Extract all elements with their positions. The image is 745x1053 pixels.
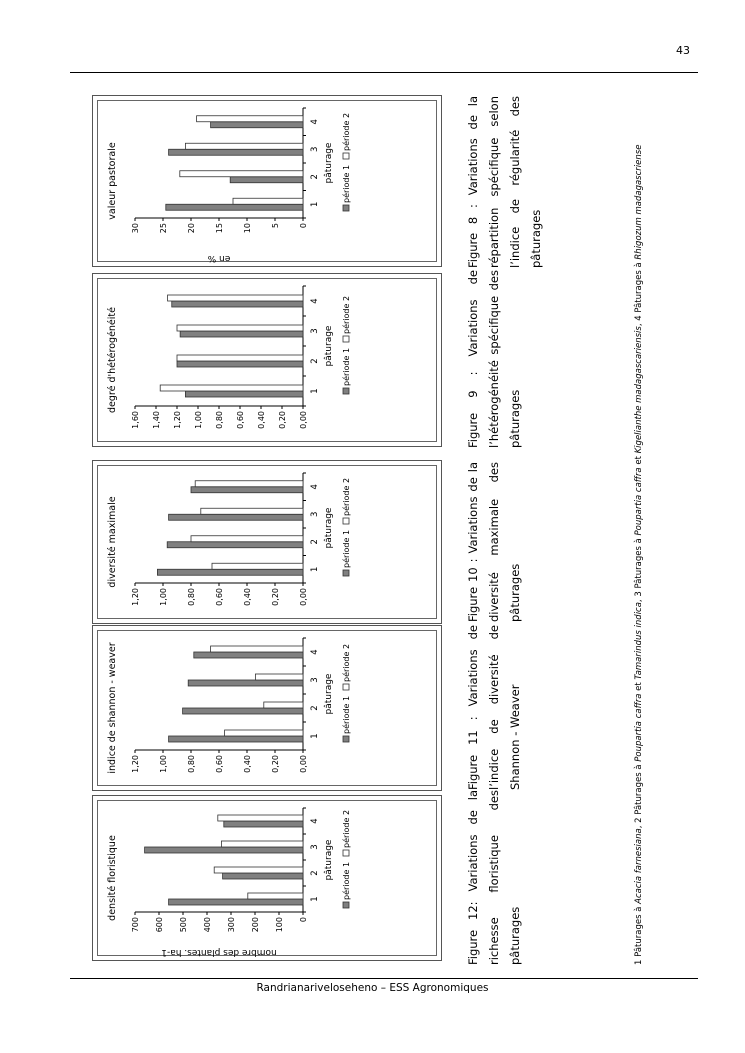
y-tick-label: 30 bbox=[131, 223, 140, 234]
y-tick-label: 15 bbox=[215, 223, 224, 234]
x-tick-label: 2 bbox=[310, 705, 320, 711]
legend-swatch bbox=[343, 684, 349, 690]
chart-fig8 bbox=[93, 96, 441, 266]
legend-label: période 1 bbox=[342, 861, 351, 900]
bar-fig10-cat3-s2 bbox=[201, 508, 303, 514]
bar-fig9-cat3-s1 bbox=[180, 331, 303, 337]
x-tick-label: 3 bbox=[310, 328, 320, 334]
bar-fig11-cat1-s2 bbox=[225, 730, 303, 736]
legend-label: période 1 bbox=[342, 695, 351, 734]
y-tick-label: 0,80 bbox=[187, 755, 196, 773]
legend-label: période 1 bbox=[342, 164, 351, 203]
y-tick-label: 20 bbox=[187, 223, 196, 234]
chart-title: degré d'hétérogénéité bbox=[107, 306, 118, 414]
chart-title: diversité maximale bbox=[107, 496, 118, 588]
y-tick-label: 0 bbox=[299, 223, 308, 229]
x-tick-label: 1 bbox=[310, 201, 320, 207]
x-axis-label: pâturage bbox=[324, 839, 334, 881]
y-tick-label: 1,60 bbox=[131, 411, 140, 429]
y-tick-label: 0,80 bbox=[187, 588, 196, 606]
bar-fig12-cat2-s2 bbox=[214, 867, 303, 873]
y-tick-label: 200 bbox=[251, 917, 260, 933]
y-tick-label: 1,00 bbox=[194, 411, 203, 429]
x-tick-label: 3 bbox=[310, 511, 320, 517]
bar-fig8-cat2-s2 bbox=[180, 171, 303, 177]
x-tick-label: 2 bbox=[310, 358, 320, 364]
x-tick-label: 3 bbox=[310, 844, 320, 850]
legend-label: période 1 bbox=[342, 347, 351, 386]
caption-figure-11: Figure 11 : Variations de l’indice de diversité de Shannon - Weaver bbox=[466, 625, 522, 790]
y-tick-label: 0,60 bbox=[236, 411, 245, 429]
x-tick-label: 2 bbox=[310, 870, 320, 876]
x-axis-label: pâturage bbox=[324, 507, 334, 549]
y-tick-label: 1,40 bbox=[152, 411, 161, 429]
bar-fig11-cat4-s2 bbox=[211, 646, 303, 652]
legend-swatch bbox=[343, 736, 349, 742]
page-number: 43 bbox=[676, 44, 690, 57]
x-axis-label: pâturage bbox=[324, 673, 334, 715]
x-tick-label: 4 bbox=[310, 298, 320, 304]
y-tick-label: 100 bbox=[275, 917, 284, 933]
top-rule bbox=[70, 72, 698, 73]
bar-fig12-cat4-s1 bbox=[224, 821, 303, 827]
x-tick-label: 2 bbox=[310, 174, 320, 180]
bar-fig10-cat2-s1 bbox=[167, 542, 303, 548]
bar-fig8-cat3-s2 bbox=[185, 143, 303, 149]
chart-title: valeur pastorale bbox=[107, 142, 118, 220]
bar-fig8-cat1-s2 bbox=[233, 198, 303, 204]
caption-figure-9: Figure 9 : Variations de l’hétérogénéité spécifique des pâturages bbox=[466, 270, 522, 448]
chart-fig11 bbox=[93, 626, 441, 790]
bar-fig10-cat4-s2 bbox=[195, 481, 303, 487]
bar-fig9-cat2-s2 bbox=[177, 355, 303, 361]
y-tick-label: 600 bbox=[155, 917, 164, 933]
y-tick-label: 0,20 bbox=[278, 411, 287, 429]
legend-swatch bbox=[343, 518, 349, 524]
bar-fig11-cat2-s1 bbox=[183, 708, 303, 714]
legend-swatch bbox=[343, 570, 349, 576]
y-tick-label: 1,20 bbox=[173, 411, 182, 429]
figure-12-panel bbox=[92, 795, 442, 961]
y-tick-label: 700 bbox=[131, 917, 140, 933]
bar-fig9-cat4-s2 bbox=[168, 295, 303, 301]
y-tick-label: 0,40 bbox=[243, 588, 252, 606]
bar-fig10-cat2-s2 bbox=[191, 536, 303, 542]
y-tick-label: 0,00 bbox=[299, 755, 308, 773]
bar-fig10-cat1-s1 bbox=[157, 569, 303, 575]
y-tick-label: 10 bbox=[243, 223, 252, 234]
bar-fig11-cat4-s1 bbox=[194, 652, 303, 658]
legend-label: période 2 bbox=[342, 809, 351, 848]
y-tick-label: 0,00 bbox=[299, 588, 308, 606]
y-tick-label: 0,60 bbox=[215, 588, 224, 606]
bar-fig9-cat1-s1 bbox=[185, 391, 303, 397]
bar-fig12-cat4-s2 bbox=[218, 815, 303, 821]
x-tick-label: 4 bbox=[310, 649, 320, 655]
legend-label: période 2 bbox=[342, 295, 351, 334]
bar-fig11-cat3-s2 bbox=[255, 674, 303, 680]
footnote: 1 Pâturages à Acacia farnesiana, 2 Pâturages à Poupartiа caffra et Tamarindus indica, 3 Pâturages à Poupartia caffra et Kigelianthe madagascariensis, 4 Pâturages à Rhigozum madagascriense bbox=[634, 144, 644, 965]
x-tick-label: 4 bbox=[310, 818, 320, 824]
bar-fig9-cat4-s1 bbox=[172, 301, 303, 307]
footer-text: Randrianariveloseheno – ESS Agronomiques bbox=[256, 982, 489, 994]
legend-swatch bbox=[343, 336, 349, 342]
bar-fig11-cat2-s2 bbox=[264, 702, 303, 708]
legend-label: période 1 bbox=[342, 529, 351, 568]
x-tick-label: 1 bbox=[310, 388, 320, 394]
legend-label: période 2 bbox=[342, 643, 351, 682]
bar-fig11-cat3-s1 bbox=[188, 680, 303, 686]
bar-fig10-cat3-s1 bbox=[169, 514, 303, 520]
legend-swatch bbox=[343, 205, 349, 211]
legend-swatch bbox=[343, 388, 349, 394]
y-tick-label: 0,20 bbox=[271, 755, 280, 773]
figure-10-panel bbox=[92, 460, 442, 624]
bar-fig9-cat3-s2 bbox=[177, 325, 303, 331]
bar-fig8-cat1-s1 bbox=[166, 204, 303, 210]
y-tick-label: 0,40 bbox=[243, 755, 252, 773]
y-tick-label: 500 bbox=[179, 917, 188, 933]
x-tick-label: 1 bbox=[310, 896, 320, 902]
legend-swatch bbox=[343, 850, 349, 856]
figure-8-panel bbox=[92, 95, 442, 267]
bar-fig8-cat2-s1 bbox=[230, 177, 303, 183]
x-tick-label: 4 bbox=[310, 119, 320, 125]
y-tick-label: 0,80 bbox=[215, 411, 224, 429]
y-tick-label: 1,00 bbox=[159, 588, 168, 606]
y-tick-label: 25 bbox=[159, 223, 168, 234]
y-tick-label: 0,00 bbox=[299, 411, 308, 429]
y-tick-label: 1,00 bbox=[159, 755, 168, 773]
y-axis-label: nombre des plantes. ha-1 bbox=[161, 947, 277, 957]
bar-fig10-cat1-s2 bbox=[212, 563, 303, 569]
y-tick-label: 400 bbox=[203, 917, 212, 933]
x-axis-label: pâturage bbox=[324, 325, 334, 367]
figure-9-panel bbox=[92, 273, 442, 447]
bar-fig12-cat3-s2 bbox=[221, 841, 303, 847]
legend-swatch bbox=[343, 153, 349, 159]
y-axis-label: en % bbox=[207, 253, 231, 263]
caption-figure-8: Figure 8 : Variations de la répartition spécifique selon l’indice de régularité des pâturages bbox=[466, 96, 543, 268]
chart-title: densité floristique bbox=[107, 835, 118, 921]
y-tick-label: 0,60 bbox=[215, 755, 224, 773]
caption-figure-10: Figure 10 : Variations de la diversité maximale des pâturages bbox=[466, 462, 522, 622]
y-tick-label: 0 bbox=[299, 917, 308, 923]
x-tick-label: 3 bbox=[310, 677, 320, 683]
legend-label: période 2 bbox=[342, 477, 351, 516]
chart-fig9 bbox=[93, 274, 441, 446]
chart-fig10 bbox=[93, 461, 441, 623]
x-tick-label: 2 bbox=[310, 539, 320, 545]
y-tick-label: 0,20 bbox=[271, 588, 280, 606]
x-tick-label: 1 bbox=[310, 733, 320, 739]
bar-fig10-cat4-s1 bbox=[191, 487, 303, 493]
x-tick-label: 4 bbox=[310, 484, 320, 490]
bar-fig8-cat4-s2 bbox=[197, 116, 303, 122]
footer-rule bbox=[70, 978, 698, 979]
bar-fig11-cat1-s1 bbox=[169, 736, 303, 742]
y-tick-label: 300 bbox=[227, 917, 236, 933]
legend-swatch bbox=[343, 902, 349, 908]
legend-label: période 2 bbox=[342, 112, 351, 151]
bar-fig12-cat2-s1 bbox=[223, 873, 303, 879]
bar-fig9-cat2-s1 bbox=[177, 361, 303, 367]
chart-fig12 bbox=[93, 796, 441, 960]
y-tick-label: 0,40 bbox=[257, 411, 266, 429]
figure-11-panel bbox=[92, 625, 442, 791]
x-axis-label: pâturage bbox=[324, 142, 334, 184]
chart-title: indice de shannon - weaver bbox=[107, 642, 118, 774]
bar-fig12-cat1-s1 bbox=[169, 899, 303, 905]
caption-figure-12: Figure 12: Variations de la richesse floristique des pâturages bbox=[466, 790, 522, 965]
bar-fig8-cat4-s1 bbox=[211, 122, 303, 128]
bar-fig8-cat3-s1 bbox=[169, 149, 303, 155]
bar-fig9-cat1-s2 bbox=[160, 385, 303, 391]
y-tick-label: 1,20 bbox=[131, 588, 140, 606]
bar-fig12-cat1-s2 bbox=[248, 893, 303, 899]
x-tick-label: 1 bbox=[310, 566, 320, 572]
bar-fig12-cat3-s1 bbox=[145, 847, 303, 853]
y-tick-label: 5 bbox=[271, 223, 280, 229]
y-tick-label: 1,20 bbox=[131, 755, 140, 773]
x-tick-label: 3 bbox=[310, 146, 320, 152]
